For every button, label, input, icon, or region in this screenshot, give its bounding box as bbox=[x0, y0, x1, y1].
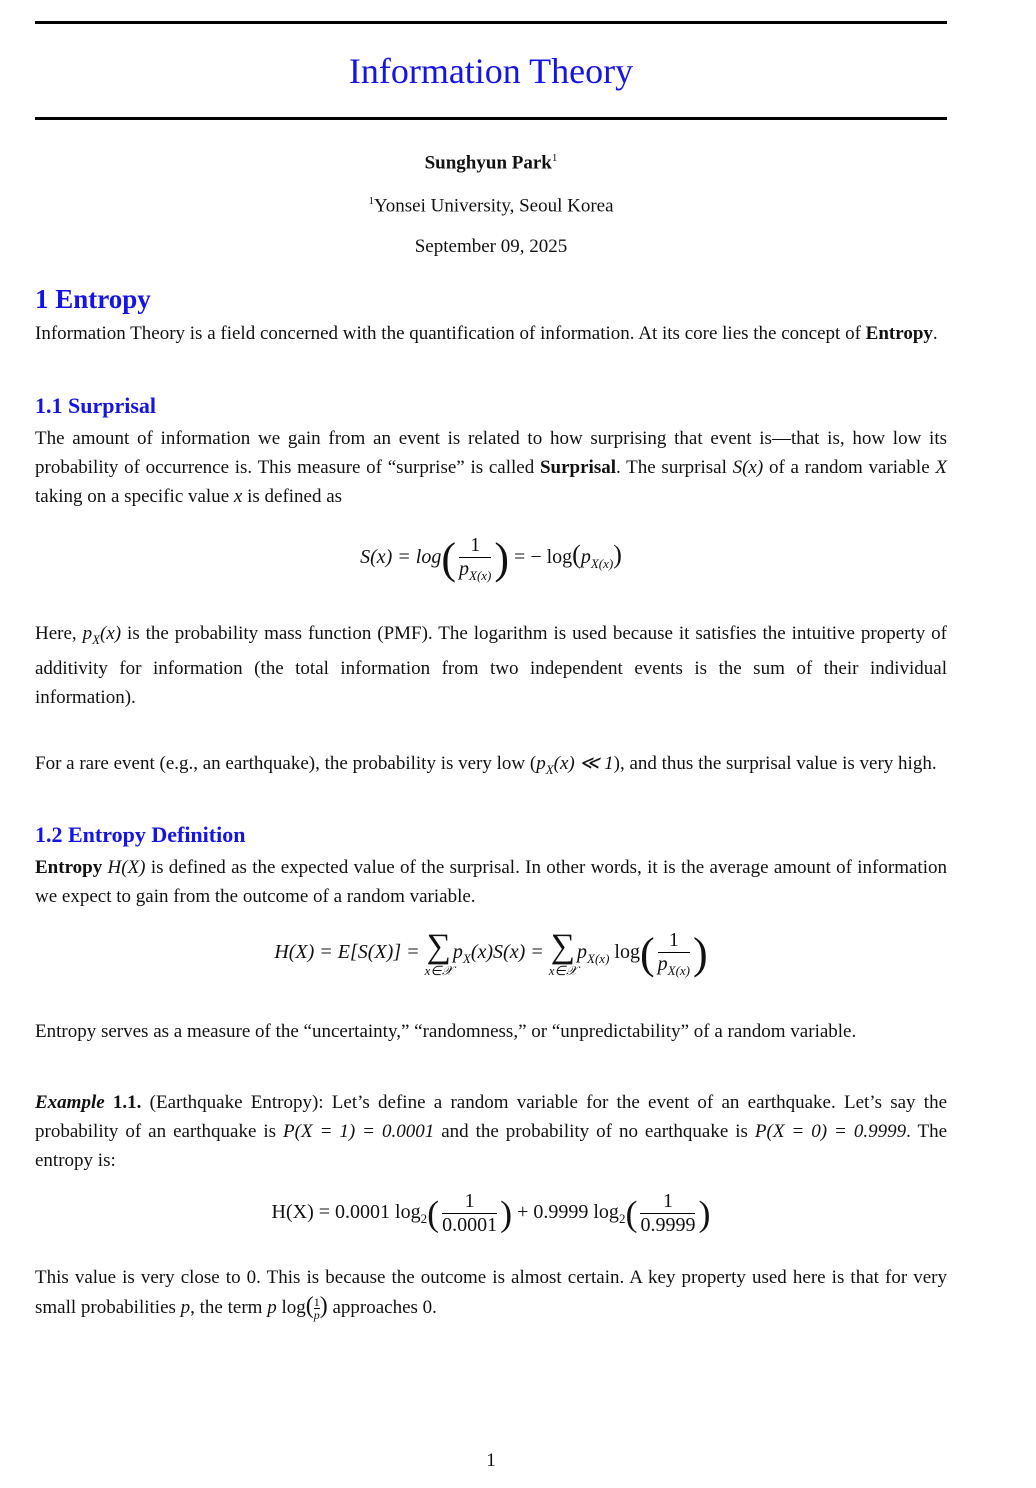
math: H(X) bbox=[107, 857, 146, 878]
top-rule bbox=[35, 21, 947, 24]
eq-rhs-p: p bbox=[580, 546, 591, 569]
paragraph bbox=[35, 619, 947, 712]
eq-rhs: = − log bbox=[514, 546, 573, 569]
text: . The entropy is: bbox=[35, 1121, 948, 1171]
text: For a rare event (e.g., an earthquake), the probability is very low ( bbox=[35, 753, 537, 774]
eq-den: p bbox=[657, 952, 668, 975]
text: and the probability of no earthquake is bbox=[434, 1121, 755, 1142]
text: of a random variable bbox=[763, 457, 936, 478]
eq-sub: 2 bbox=[420, 1211, 428, 1227]
eq-term: (x)S(x) = bbox=[470, 941, 544, 964]
math: P(X = 0) = 0.9999 bbox=[754, 1121, 907, 1142]
author-name-text: Sunghyun Park bbox=[424, 152, 552, 174]
math: p bbox=[267, 1297, 277, 1318]
math-sub: X bbox=[545, 761, 554, 777]
text: approaches 0. bbox=[327, 1297, 437, 1318]
eq-mid: + 0.9999 log bbox=[517, 1201, 619, 1224]
section-heading-entropy: 1 Entropy bbox=[35, 284, 151, 314]
text: The amount of information we gain from an event is related to how surprising that event is—that is, how low its probability of occurrence is. This measure of “surprise” is called bbox=[35, 428, 947, 478]
eq-sub: X bbox=[462, 951, 471, 967]
eq-term: p bbox=[577, 941, 588, 964]
eq-log: log bbox=[614, 941, 640, 964]
text: is defined as bbox=[242, 486, 343, 507]
math: S(x) bbox=[732, 457, 764, 478]
eq-den: 0.0001 bbox=[442, 1214, 498, 1236]
text: . bbox=[932, 323, 938, 344]
author-name bbox=[35, 152, 947, 174]
bold-term: Entropy bbox=[35, 857, 108, 878]
equation-entropy: H(X) = E[S(X)] = ∑ x∈𝒳 $p_X(x)S(x)$ = ∑ x∈𝒳 $p_{X(x)}$ log( $\frac{1}{p_{X(x)}}$ ) bbox=[274, 928, 708, 978]
text: Here, bbox=[35, 623, 83, 644]
eq-lhs: H(X) = E[S(X)] = bbox=[274, 941, 420, 964]
page-number: 1 bbox=[486, 1450, 496, 1471]
paragraph: Entropy serves as a measure of the “uncertainty,” “randomness,” or “unpredictability” of a random variable. bbox=[35, 1021, 857, 1042]
text: taking on a specific value bbox=[35, 486, 234, 507]
text: Information Theory is a field concerned with the quantification of information. At its core lies the concept of bbox=[35, 323, 866, 344]
math: (x) ≪ 1 bbox=[553, 753, 614, 774]
example-paragraph bbox=[35, 1088, 947, 1175]
equation-surprisal: S(x) = log( $\frac{1}{p_{X(x)}}$ ) = − $\log(p_{X(x)})$ bbox=[360, 533, 622, 583]
math: p bbox=[536, 753, 546, 774]
bold-term: Entropy bbox=[865, 323, 933, 344]
text: is defined as the expected value of the surprisal. In other words, it is the average amount of information we expect to gain from the outcome of a random variable. bbox=[35, 857, 947, 907]
paragraph bbox=[35, 319, 947, 348]
text: , the term bbox=[190, 1297, 268, 1318]
paragraph bbox=[35, 749, 947, 784]
affiliation-text: Yonsei University, Seoul Korea bbox=[373, 195, 614, 217]
subsection-heading-entropy-definition: 1.2 Entropy Definition bbox=[35, 822, 246, 847]
title-bottom-rule bbox=[35, 117, 947, 120]
math: P(X = 1) = 0.0001 bbox=[283, 1121, 435, 1142]
sum-under: x∈𝒳 bbox=[424, 963, 453, 978]
eq-sub: 2 bbox=[618, 1211, 626, 1227]
eq-lhs: S(x) = log bbox=[360, 546, 442, 569]
text: ), and thus the surprisal value is very high. bbox=[613, 753, 937, 774]
eq-rhs-sub: X(x) bbox=[590, 556, 614, 572]
sum-symbol: ∑ bbox=[550, 928, 576, 965]
eq-num: 1 bbox=[442, 1190, 497, 1214]
eq-den: p bbox=[459, 557, 470, 580]
text: . The surprisal bbox=[616, 457, 733, 478]
eq-lhs: H(X) = 0.0001 log bbox=[271, 1201, 421, 1224]
eq-den: 0.9999 bbox=[640, 1214, 696, 1236]
math: p bbox=[82, 623, 93, 644]
frac-num: 1 bbox=[313, 1295, 320, 1310]
bold-term: Surprisal bbox=[539, 457, 616, 478]
eq-den-sub: X(x) bbox=[469, 567, 492, 583]
eq-num: 1 bbox=[658, 929, 690, 953]
math: p bbox=[180, 1297, 191, 1318]
paragraph bbox=[35, 853, 947, 911]
affil-sup: 1 bbox=[368, 195, 374, 207]
sum-under: x∈𝒳 bbox=[548, 963, 578, 978]
example-number: 1.1. bbox=[112, 1092, 142, 1113]
text: is the probability mass function (PMF). The logarithm is used because it satisfies the intuitive property of additivity for information (the total information from two independent events is the sum of their individual information). bbox=[35, 623, 947, 708]
math-sub: X bbox=[92, 631, 101, 647]
sum-symbol: ∑ bbox=[426, 928, 451, 965]
eq-sub: X(x) bbox=[587, 951, 610, 967]
math: (x) bbox=[100, 623, 122, 644]
paragraph: This value is very close to 0. This is because the outcome is almost certain. A key property used here is that for very small probabilities p, the term p log( $\frac{1}{p}$ ) approaches 0. bbox=[35, 1267, 947, 1323]
frac-den: p bbox=[313, 1308, 320, 1323]
math: X bbox=[935, 457, 947, 478]
date: September 09, 2025 bbox=[414, 236, 568, 257]
eq-num: 1 bbox=[640, 1190, 695, 1214]
math: x bbox=[233, 486, 243, 507]
eq-den-sub: X(x) bbox=[667, 962, 690, 978]
math: log bbox=[281, 1297, 306, 1318]
paper-title: Information Theory bbox=[348, 51, 634, 91]
affiliation bbox=[35, 195, 947, 217]
subsection-heading-surprisal: 1.1 Surprisal bbox=[35, 393, 157, 418]
paragraph bbox=[35, 424, 947, 511]
text: This value is very close to 0. This is because the outcome is almost certain. A key property used here is that for very small probabilities bbox=[35, 1267, 947, 1318]
equation-earthquake-entropy: H(X) = 0.0001 $\log_2$( $\frac{1}{0.0001}$ ) + 0.9999 $\log_2$( $\frac{1}{0.9999}$ ) bbox=[271, 1190, 711, 1236]
eq-num: 1 bbox=[459, 534, 491, 558]
text: (Earthquake Entropy): Let’s define a random variable for the event of an earthquake. Let’s say the probability of an earthquake is bbox=[35, 1092, 947, 1142]
example-label: Example bbox=[35, 1092, 105, 1113]
author-sup: 1 bbox=[551, 152, 558, 164]
eq-term: p bbox=[452, 941, 463, 964]
